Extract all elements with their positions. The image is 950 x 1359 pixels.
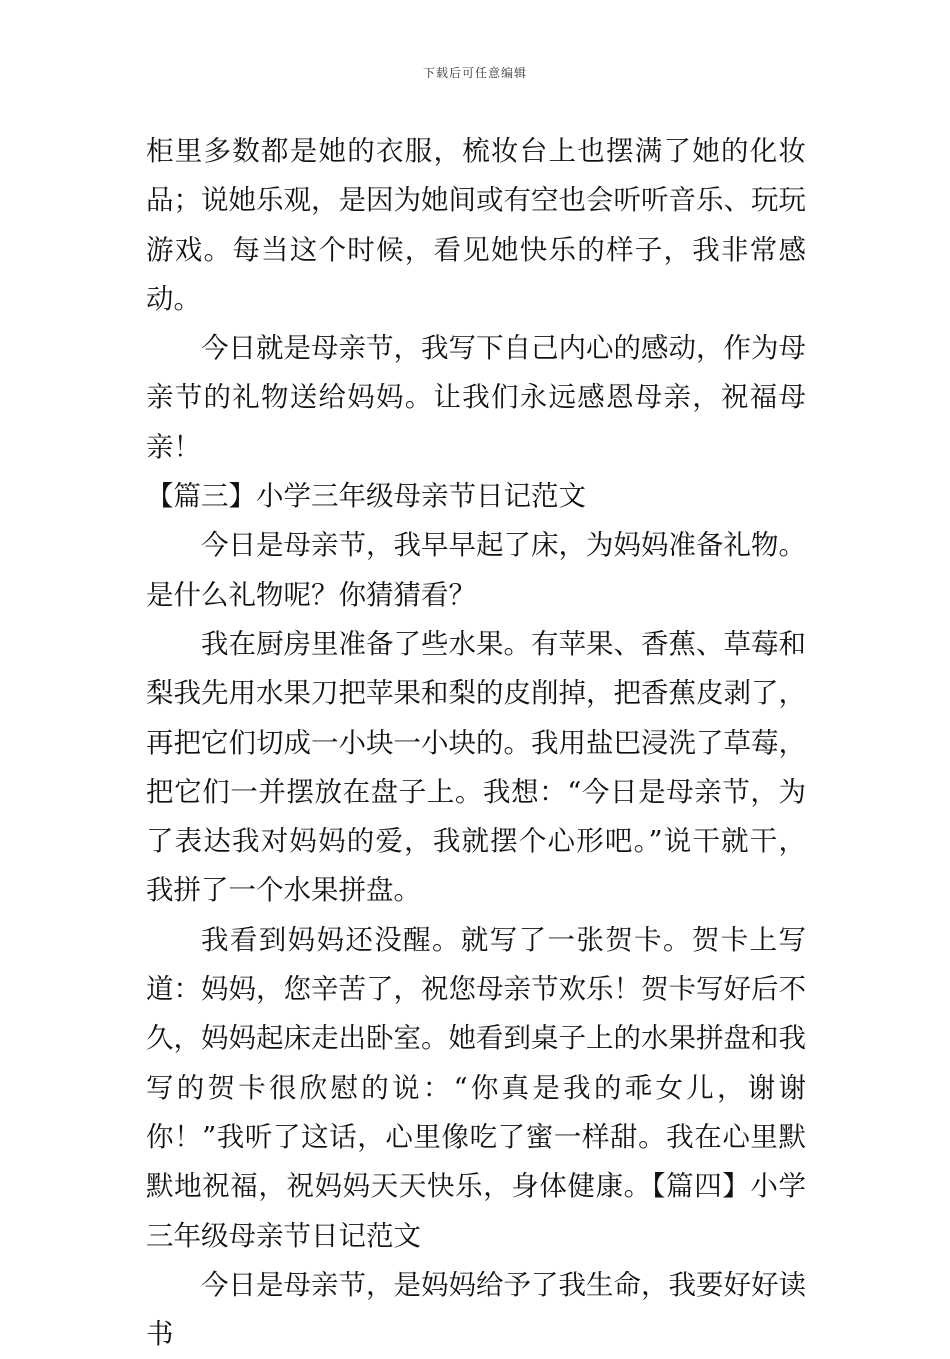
paragraph-5: 我在厨房里准备了些水果。有苹果、香蕉、草莓和梨我先用水果刀把苹果和梨的皮削掉，把香蕉皮剥了，再把它们切成一小块一小块的。我用盐巴浸洗了草莓，把它们一并摆放在盘子上。我想：“今日是母亲节，为了表达我对妈妈的爱，我就摆个心形吧。”说干就干，我拼了一个水果拼盘。 [146,627,806,907]
document-body [146,127,806,1359]
page-header: 下载后可任意编辑 [422,66,527,80]
paragraph-7: 今日是母亲节，是妈妈给予了我生命，我要好好读书 [146,1268,806,1351]
paragraph-6: 我看到妈妈还没醒。就写了一张贺卡。贺卡上写道：妈妈，您辛苦了，祝您母亲节欢乐！贺卡写好后不久，妈妈起床走出卧室。她看到桌子上的水果拼盘和我写的贺卡很欣慰的说：“你真是我的乖女儿，谢谢你！”我听了这话，心里像吃了蜜一样甜。我在心里默默地祝福，祝妈妈天天快乐，身体健康。【篇四】小学三年级母亲节日记范文 [146,923,806,1252]
section-heading-3: 【篇三】小学三年级母亲节日记范文 [146,480,586,513]
paragraph-2: 今日就是母亲节，我写下自己内心的感动，作为母亲节的礼物送给妈妈。让我们永远感恩母亲，祝福母亲！ [146,332,806,463]
paragraph-4: 今日是母亲节，我早早起了床，为妈妈准备礼物。是什么礼物呢？你猜猜看？ [146,529,806,611]
paragraph-1: 柜里多数都是她的衣服，梳妆台上也摆满了她的化妆品；说她乐观，是因为她间或有空也会听听音乐、玩玩游戏。每当这个时候，看见她快乐的样子，我非常感动。 [146,135,806,315]
